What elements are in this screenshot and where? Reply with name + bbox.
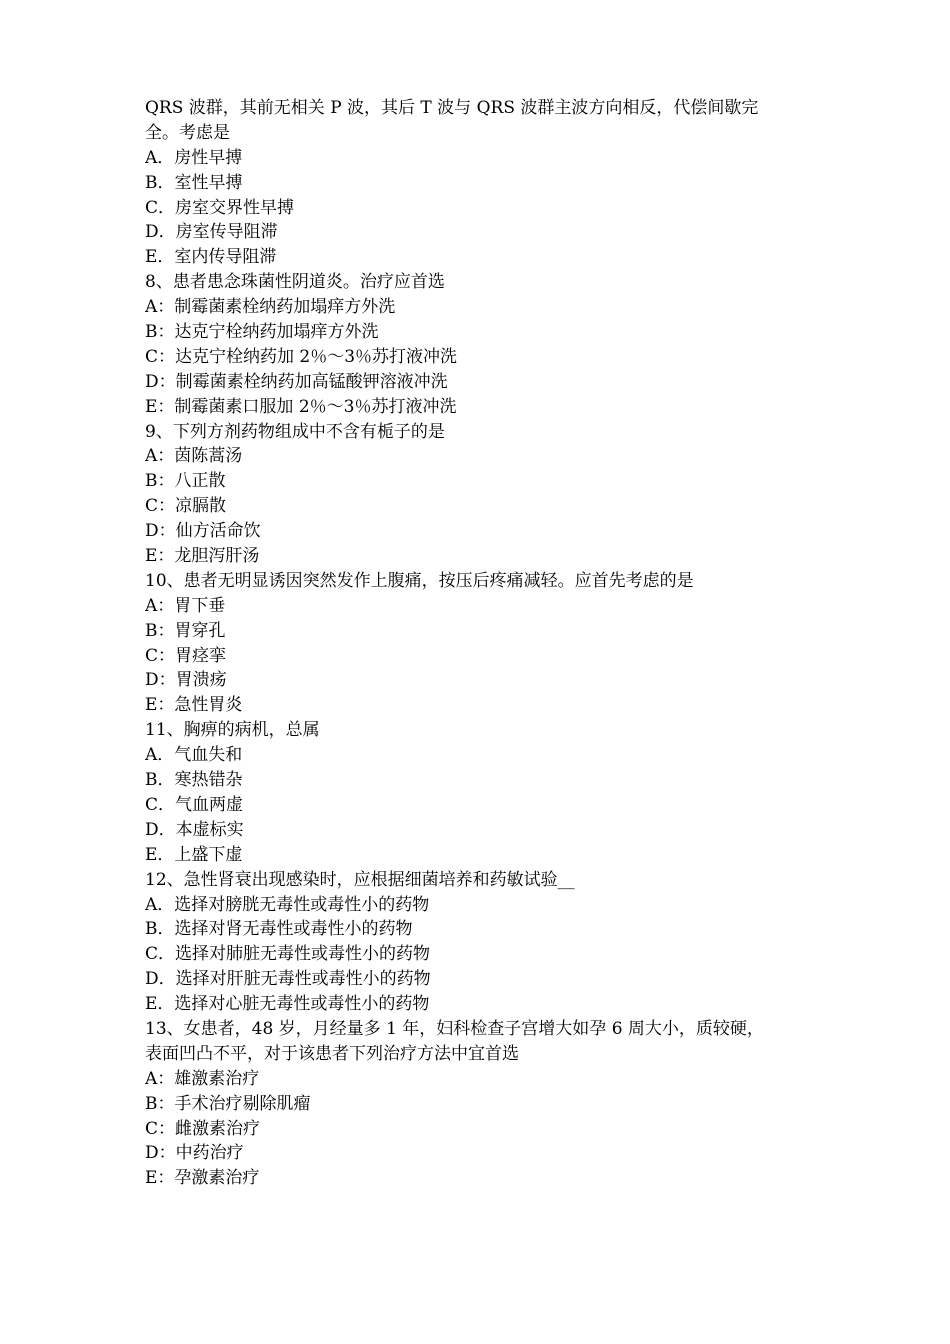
option-line: D．房室传导阻滞: [145, 222, 278, 243]
option-line: A：制霉菌素栓纳药加塌痒方外洗: [145, 297, 396, 318]
option-line: B．室性早搏: [145, 172, 243, 193]
option-line: B．选择对肾无毒性或毒性小的药物: [145, 919, 413, 940]
option-line: A．选择对膀胱无毒性或毒性小的药物: [145, 894, 430, 915]
option-line: B：八正散: [145, 471, 226, 492]
option-line: E：龙胆泻肝汤: [145, 546, 260, 567]
option-line: E．室内传导阻滞: [145, 247, 277, 268]
option-line: B：手术治疗剔除肌瘤: [145, 1093, 311, 1114]
option-line: C．选择对肺脏无毒性或毒性小的药物: [145, 944, 431, 965]
option-line: D．选择对肝脏无毒性或毒性小的药物: [145, 969, 431, 990]
option-line: C：胃痉挛: [145, 645, 227, 666]
option-line: E：孕激素治疗: [145, 1168, 260, 1189]
option-line: A：胃下垂: [145, 595, 226, 616]
question-line: 表面凹凸不平，对于该患者下列治疗方法中宜首选: [145, 1043, 519, 1064]
option-line: D．本虚标实: [145, 819, 244, 840]
option-line: C：雌激素治疗: [145, 1118, 261, 1139]
question-line: 10、患者无明显诱因突然发作上腹痛，按压后疼痛减轻。应首先考虑的是: [145, 570, 694, 591]
question-line: 全。考虑是: [145, 122, 230, 143]
question-line: 13、女患者，48 岁，月经量多 1 年，妇科检查子宫增大如孕 6 周大小，质较硬，: [145, 1018, 764, 1039]
option-line: B．寒热错杂: [145, 770, 243, 791]
option-line: E：制霉菌素口服加 2％～3％苏打液冲洗: [145, 396, 457, 417]
option-line: B：胃穿孔: [145, 620, 226, 641]
option-line: C：凉膈散: [145, 496, 227, 517]
option-line: C．房室交界性早搏: [145, 197, 295, 218]
option-line: A：雄激素治疗: [145, 1068, 260, 1089]
question-line: 12、急性肾衰出现感染时，应根据细菌培养和药敏试验__: [145, 869, 575, 890]
document-page: [145, 96, 825, 1191]
option-line: A．房性早搏: [145, 147, 243, 168]
option-line: A．气血失和: [145, 745, 243, 766]
option-line: D：仙方活命饮: [145, 521, 261, 542]
question-line: QRS 波群，其前无相关 P 波，其后 T 波与 QRS 波群主波方向相反，代偿间歇完: [145, 98, 759, 118]
option-line: E：急性胃炎: [145, 695, 243, 716]
option-line: B：达克宁栓纳药加塌痒方外洗: [145, 322, 379, 343]
option-line: E．上盛下虚: [145, 844, 243, 865]
option-line: A：茵陈蒿汤: [145, 446, 243, 467]
option-line: C．气血两虚: [145, 794, 244, 815]
option-line: D：中药治疗: [145, 1143, 244, 1164]
question-line: 11、胸痹的病机，总属: [145, 720, 320, 741]
option-line: C：达克宁栓纳药加 2％～3％苏打液冲洗: [145, 346, 458, 367]
option-line: E．选择对心脏无毒性或毒性小的药物: [145, 994, 430, 1015]
question-line: 8、患者患念珠菌性阴道炎。治疗应首选: [145, 272, 445, 293]
question-line: 9、下列方剂药物组成中不含有栀子的是: [145, 421, 445, 442]
option-line: D：制霉菌素栓纳药加高锰酸钾溶液冲洗: [145, 371, 448, 392]
option-line: D：胃溃疡: [145, 670, 227, 691]
